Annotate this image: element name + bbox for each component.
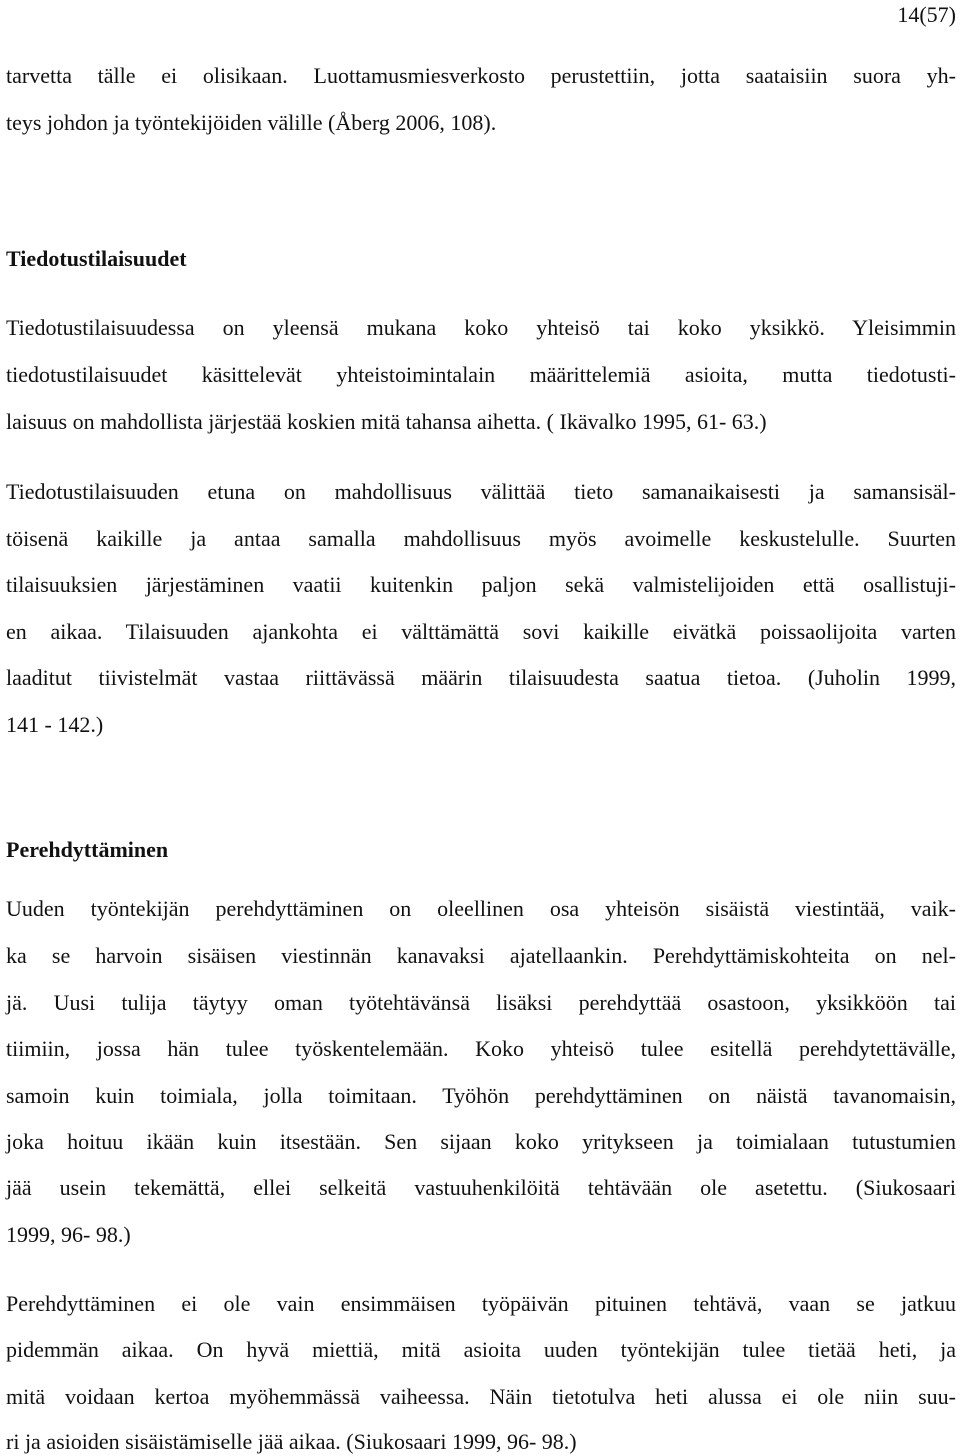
text-line: ka se harvoin sisäisen viestinnän kanavaksi ajatellaankin. Perehdyttämiskohteita on nel- — [6, 943, 956, 968]
page-number: 14(57) — [897, 2, 956, 27]
text-line: jä. Uusi tulija täytyy oman työtehtävänsä lisäksi perehdyttää osastoon, yksikköön tai — [6, 990, 956, 1015]
text-line: laaditut tiivistelmät vastaa riittävässä määrin tilaisuudesta saatua tietoa. (Juholin 1999, — [6, 665, 956, 690]
text-line: 1999, 96- 98.) — [6, 1222, 131, 1247]
text-line: ri ja asioiden sisäistämiselle jää aikaa. (Siukosaari 1999, 96- 98.) — [6, 1429, 577, 1454]
text-line: samoin kuin toimiala, jolla toimitaan. Työhön perehdyttäminen on näistä tavanomaisin, — [6, 1083, 956, 1108]
text-line: Uuden työntekijän perehdyttäminen on oleellinen osa yhteisön sisäistä viestintää, vaik- — [6, 896, 956, 921]
text-line: joka hoituu ikään kuin itsestään. Sen sijaan koko yritykseen ja toimialaan tutustumien — [6, 1129, 956, 1154]
text-line: Tiedotustilaisuuden etuna on mahdollisuus välittää tieto samanaikaisesti ja samansisäl- — [6, 479, 956, 504]
text-line: teys johdon ja työntekijöiden välille (Åberg 2006, 108). — [6, 110, 497, 135]
text-line: 141 - 142.) — [6, 712, 104, 737]
text-line: tarvetta tälle ei olisikaan. Luottamusmiesverkosto perustettiin, jotta saataisiin suora yh- — [6, 63, 956, 88]
section-heading-tiedotustilaisuudet: Tiedotustilaisuudet — [6, 246, 187, 271]
text-line: Tiedotustilaisuudessa on yleensä mukana koko yhteisö tai koko yksikkö. Yleisimmin — [6, 315, 956, 340]
text-line: tiedotustilaisuudet käsittelevät yhteistoimintalain määrittelemiä asioita, mutta tiedotusti- — [6, 362, 956, 387]
text-line: tiimiin, jossa hän tulee työskentelemään. Koko yhteisö tulee esitellä perehdytettävälle, — [6, 1036, 956, 1061]
text-line: Perehdyttäminen ei ole vain ensimmäisen työpäivän pituinen tehtävä, vaan se jatkuu — [6, 1291, 956, 1316]
text-line: tilaisuuksien järjestäminen vaatii kuitenkin paljon sekä valmistelijoiden että osallistuji- — [6, 572, 956, 597]
text-line: jää usein tekemättä, ellei selkeitä vastuuhenkilöitä tehtävään ole asetettu. (Siukosaari — [6, 1175, 956, 1200]
text-line: töisenä kaikille ja antaa samalla mahdollisuus myös avoimelle keskustelulle. Suurten — [6, 526, 956, 551]
text-line: laisuus on mahdollista järjestää koskien mitä tahansa aihetta. ( Ikävalko 1995, 61- 63.) — [6, 409, 767, 434]
text-line: mitä voidaan kertoa myöhemmässä vaiheessa. Näin tietotulva heti alussa ei ole niin suu- — [6, 1384, 956, 1409]
section-heading-perehdyttaminen: Perehdyttäminen — [6, 837, 169, 862]
text-line: pidemmän aikaa. On hyvä miettiä, mitä asioita uuden työntekijän tulee tietää heti, ja — [6, 1337, 956, 1362]
text-line: en aikaa. Tilaisuuden ajankohta ei välttämättä sovi kaikille eivätkä poissaolijoita varten — [6, 619, 956, 644]
